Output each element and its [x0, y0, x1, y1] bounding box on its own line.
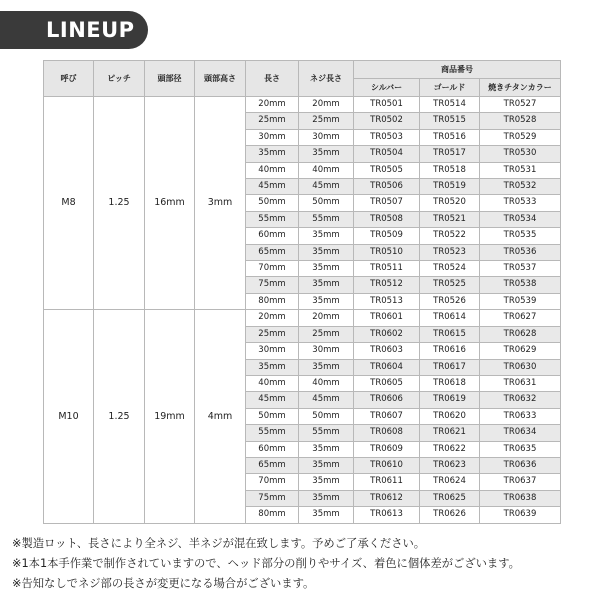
silver-code-cell: TR0603 — [354, 343, 420, 359]
titanium-code-cell: TR0534 — [480, 211, 561, 227]
thread-length-cell: 40mm — [299, 162, 354, 178]
lineup-table — [43, 60, 561, 524]
silver-code-cell: TR0602 — [354, 326, 420, 342]
gold-code-cell: TR0520 — [420, 195, 480, 211]
thread-length-cell: 35mm — [299, 228, 354, 244]
length-cell: 30mm — [246, 343, 299, 359]
length-cell: 40mm — [246, 375, 299, 391]
call-cell: M8 — [44, 97, 94, 310]
silver-code-cell: TR0604 — [354, 359, 420, 375]
thread-length-cell: 20mm — [299, 310, 354, 326]
silver-code-cell: TR0613 — [354, 507, 420, 523]
silver-code-cell: TR0511 — [354, 261, 420, 277]
banner-title: LINEUP — [46, 18, 135, 42]
titanium-code-cell: TR0627 — [480, 310, 561, 326]
header-thread-length: ネジ長さ — [299, 61, 354, 97]
gold-code-cell: TR0525 — [420, 277, 480, 293]
thread-length-cell: 50mm — [299, 195, 354, 211]
silver-code-cell: TR0509 — [354, 228, 420, 244]
thread-length-cell: 45mm — [299, 179, 354, 195]
thread-length-cell: 35mm — [299, 277, 354, 293]
length-cell: 80mm — [246, 293, 299, 309]
gold-code-cell: TR0625 — [420, 490, 480, 506]
note-handmade: ※1本1本手作業で制作されていますので、ヘッド部分の削りやサイズ、着色に個体差がございます。 — [12, 557, 520, 570]
gold-code-cell: TR0614 — [420, 310, 480, 326]
silver-code-cell: TR0610 — [354, 457, 420, 473]
gold-code-cell: TR0514 — [420, 97, 480, 113]
header-burnt-titanium: 焼きチタンカラー — [480, 79, 561, 97]
header-length: 長さ — [246, 61, 299, 97]
length-cell: 75mm — [246, 490, 299, 506]
length-cell: 70mm — [246, 474, 299, 490]
gold-code-cell: TR0623 — [420, 457, 480, 473]
length-cell: 65mm — [246, 457, 299, 473]
gold-code-cell: TR0522 — [420, 228, 480, 244]
titanium-code-cell: TR0532 — [480, 179, 561, 195]
length-cell: 30mm — [246, 129, 299, 145]
length-cell: 50mm — [246, 408, 299, 424]
thread-length-cell: 25mm — [299, 113, 354, 129]
pitch-cell: 1.25 — [94, 97, 145, 310]
gold-code-cell: TR0519 — [420, 179, 480, 195]
gold-code-cell: TR0622 — [420, 441, 480, 457]
titanium-code-cell: TR0639 — [480, 507, 561, 523]
gold-code-cell: TR0624 — [420, 474, 480, 490]
table-row — [44, 97, 561, 113]
header-gold: ゴールド — [420, 79, 480, 97]
titanium-code-cell: TR0636 — [480, 457, 561, 473]
thread-length-cell: 35mm — [299, 244, 354, 260]
titanium-code-cell: TR0536 — [480, 244, 561, 260]
silver-code-cell: TR0507 — [354, 195, 420, 211]
silver-code-cell: TR0512 — [354, 277, 420, 293]
note-mixed-thread: ※製造ロット、長さにより全ネジ、半ネジが混在致します。予めご了承ください。 — [12, 537, 426, 550]
header-head-diameter: 頭部径 — [145, 61, 195, 97]
titanium-code-cell: TR0529 — [480, 129, 561, 145]
silver-code-cell: TR0601 — [354, 310, 420, 326]
gold-code-cell: TR0615 — [420, 326, 480, 342]
call-cell: M10 — [44, 310, 94, 523]
titanium-code-cell: TR0637 — [480, 474, 561, 490]
titanium-code-cell: TR0528 — [480, 113, 561, 129]
length-cell: 50mm — [246, 195, 299, 211]
titanium-code-cell: TR0539 — [480, 293, 561, 309]
thread-length-cell: 55mm — [299, 425, 354, 441]
gold-code-cell: TR0616 — [420, 343, 480, 359]
thread-length-cell: 35mm — [299, 441, 354, 457]
length-cell: 20mm — [246, 97, 299, 113]
silver-code-cell: TR0513 — [354, 293, 420, 309]
length-cell: 35mm — [246, 359, 299, 375]
titanium-code-cell: TR0530 — [480, 146, 561, 162]
thread-length-cell: 35mm — [299, 293, 354, 309]
silver-code-cell: TR0607 — [354, 408, 420, 424]
head-height-cell: 4mm — [195, 310, 246, 523]
pitch-cell: 1.25 — [94, 310, 145, 523]
header-silver: シルバー — [354, 79, 420, 97]
lineup-body — [44, 97, 561, 524]
header-call: 呼び — [44, 61, 94, 97]
silver-code-cell: TR0612 — [354, 490, 420, 506]
thread-length-cell: 25mm — [299, 326, 354, 342]
thread-length-cell: 40mm — [299, 375, 354, 391]
titanium-code-cell: TR0638 — [480, 490, 561, 506]
silver-code-cell: TR0510 — [354, 244, 420, 260]
gold-code-cell: TR0515 — [420, 113, 480, 129]
lineup-banner — [0, 11, 148, 49]
silver-code-cell: TR0503 — [354, 129, 420, 145]
header-product-number: 商品番号 — [354, 61, 561, 79]
thread-length-cell: 30mm — [299, 129, 354, 145]
length-cell: 25mm — [246, 113, 299, 129]
titanium-code-cell: TR0531 — [480, 162, 561, 178]
silver-code-cell: TR0606 — [354, 392, 420, 408]
silver-code-cell: TR0502 — [354, 113, 420, 129]
silver-code-cell: TR0505 — [354, 162, 420, 178]
thread-length-cell: 30mm — [299, 343, 354, 359]
thread-length-cell: 45mm — [299, 392, 354, 408]
gold-code-cell: TR0516 — [420, 129, 480, 145]
silver-code-cell: TR0504 — [354, 146, 420, 162]
length-cell: 45mm — [246, 179, 299, 195]
titanium-code-cell: TR0634 — [480, 425, 561, 441]
length-cell: 35mm — [246, 146, 299, 162]
thread-length-cell: 55mm — [299, 211, 354, 227]
titanium-code-cell: TR0533 — [480, 195, 561, 211]
head-diameter-cell: 19mm — [145, 310, 195, 523]
gold-code-cell: TR0618 — [420, 375, 480, 391]
titanium-code-cell: TR0635 — [480, 441, 561, 457]
gold-code-cell: TR0619 — [420, 392, 480, 408]
length-cell: 25mm — [246, 326, 299, 342]
gold-code-cell: TR0523 — [420, 244, 480, 260]
gold-code-cell: TR0518 — [420, 162, 480, 178]
thread-length-cell: 20mm — [299, 97, 354, 113]
header-pitch: ピッチ — [94, 61, 145, 97]
silver-code-cell: TR0609 — [354, 441, 420, 457]
gold-code-cell: TR0626 — [420, 507, 480, 523]
gold-code-cell: TR0517 — [420, 146, 480, 162]
titanium-code-cell: TR0630 — [480, 359, 561, 375]
thread-length-cell: 35mm — [299, 457, 354, 473]
length-cell: 45mm — [246, 392, 299, 408]
thread-length-cell: 35mm — [299, 507, 354, 523]
table-row — [44, 310, 561, 326]
thread-length-cell: 35mm — [299, 490, 354, 506]
titanium-code-cell: TR0629 — [480, 343, 561, 359]
length-cell: 55mm — [246, 425, 299, 441]
thread-length-cell: 35mm — [299, 261, 354, 277]
silver-code-cell: TR0506 — [354, 179, 420, 195]
head-height-cell: 3mm — [195, 97, 246, 310]
titanium-code-cell: TR0527 — [480, 97, 561, 113]
thread-length-cell: 50mm — [299, 408, 354, 424]
length-cell: 65mm — [246, 244, 299, 260]
silver-code-cell: TR0608 — [354, 425, 420, 441]
length-cell: 70mm — [246, 261, 299, 277]
titanium-code-cell: TR0628 — [480, 326, 561, 342]
titanium-code-cell: TR0538 — [480, 277, 561, 293]
head-diameter-cell: 16mm — [145, 97, 195, 310]
titanium-code-cell: TR0631 — [480, 375, 561, 391]
gold-code-cell: TR0526 — [420, 293, 480, 309]
thread-length-cell: 35mm — [299, 359, 354, 375]
length-cell: 60mm — [246, 441, 299, 457]
notes — [12, 534, 592, 594]
gold-code-cell: TR0617 — [420, 359, 480, 375]
silver-code-cell: TR0501 — [354, 97, 420, 113]
thread-length-cell: 35mm — [299, 146, 354, 162]
note-thread-length-change: ※告知なしでネジ部の長さが変更になる場合がございます。 — [12, 577, 315, 590]
length-cell: 80mm — [246, 507, 299, 523]
titanium-code-cell: TR0632 — [480, 392, 561, 408]
length-cell: 60mm — [246, 228, 299, 244]
gold-code-cell: TR0524 — [420, 261, 480, 277]
silver-code-cell: TR0611 — [354, 474, 420, 490]
length-cell: 20mm — [246, 310, 299, 326]
titanium-code-cell: TR0537 — [480, 261, 561, 277]
gold-code-cell: TR0621 — [420, 425, 480, 441]
length-cell: 75mm — [246, 277, 299, 293]
length-cell: 40mm — [246, 162, 299, 178]
silver-code-cell: TR0508 — [354, 211, 420, 227]
titanium-code-cell: TR0633 — [480, 408, 561, 424]
gold-code-cell: TR0620 — [420, 408, 480, 424]
thread-length-cell: 35mm — [299, 474, 354, 490]
silver-code-cell: TR0605 — [354, 375, 420, 391]
gold-code-cell: TR0521 — [420, 211, 480, 227]
length-cell: 55mm — [246, 211, 299, 227]
header-head-height: 頭部高さ — [195, 61, 246, 97]
titanium-code-cell: TR0535 — [480, 228, 561, 244]
